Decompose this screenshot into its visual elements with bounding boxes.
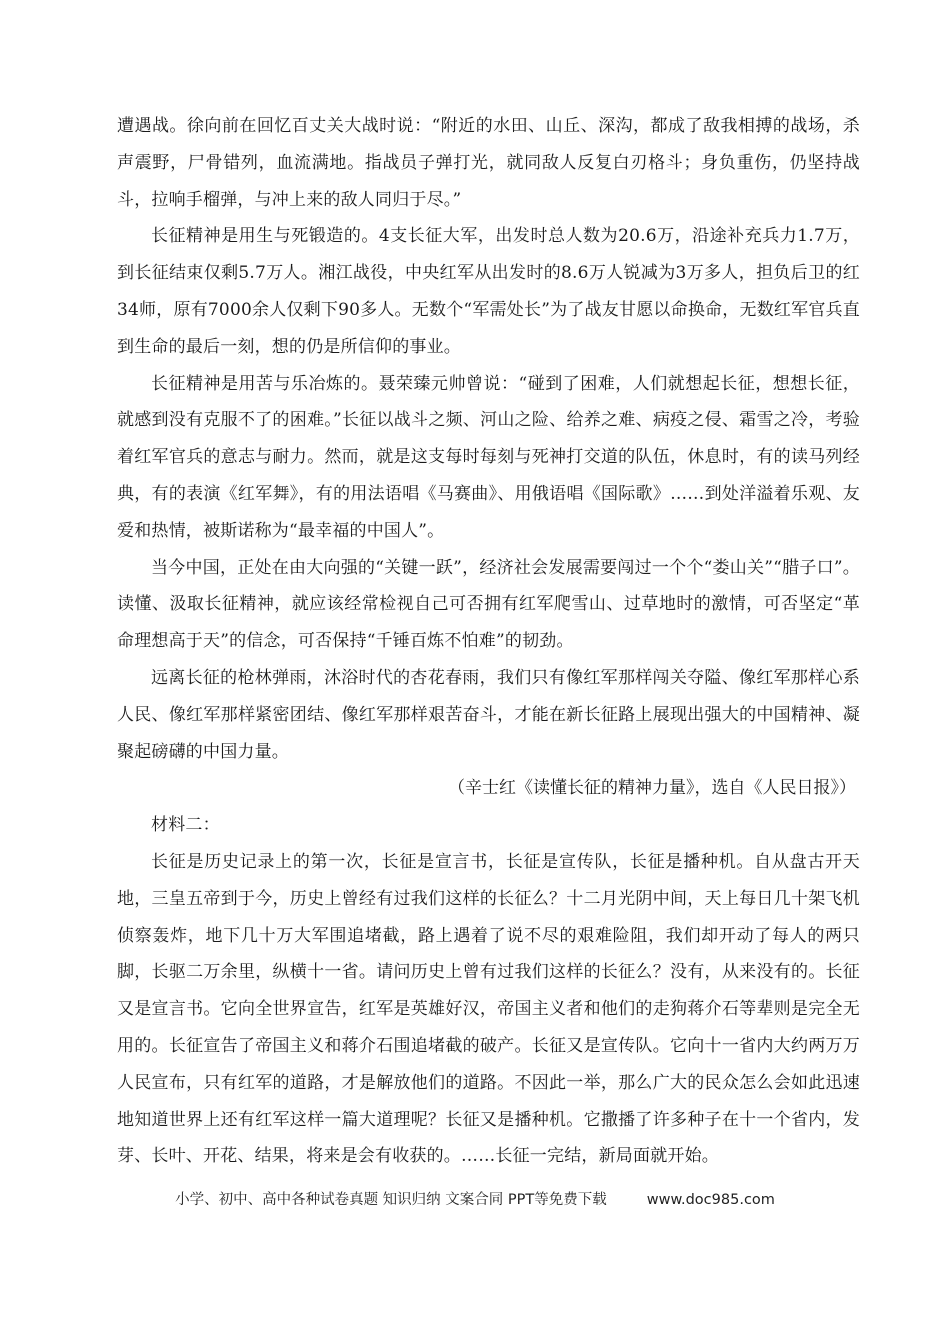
source-citation: （辛士红《读懂长征的精神力量》，选自《人民日报》） <box>448 778 856 799</box>
document-body <box>117 108 860 1175</box>
material2-heading: 材料二： <box>151 815 220 836</box>
material2-paragraph: 长征是历史记录上的第一次，长征是宣言书，长征是宣传队，长征是播种机。自从盘古开天地，三皇五帝到于今，历史上曾经有过我们这样的长征么？十二月光阴中间，天上每日几十架飞机侦察轰炸，地下几十万大军围追堵截，路上遇着了说不尽的艰难险阻，我们却开动了每人的两只脚，长驱二万余里，纵横十一省。请问历史上曾有过我们这样的长征么？没有，从来没有的。长征又是宣言书。它向全世界宣告，红军是英雄好汉，帝国主义者和他们的走狗蒋介石等辈则是完全无用的。长征宣告了帝国主义和蒋介石围追堵截的破产。长征又是宣传队。它向十一省内大约两万万人民宣布，只有红军的道路，才是解放他们的道路。不因此一举，那么广大的民众怎么会如此迅速地知道世界上还有红军这样一篇大道理呢？长征又是播种机。它撒播了许多种子在十一个省内，发芽、长叶、开花、结果，将来是会有收获的。……长征一完结，新局面就开始。 <box>117 851 860 1167</box>
paragraph-continuation: 遭遇战。徐向前在回忆百丈关大战时说：“附近的水田、山丘、深沟，都成了敌我相搏的战场，杀声震野，尸骨错列，血流满地。指战员子弹打光，就同敌人反复白刃格斗；身负重伤，仍坚持战斗，拉响手榴弹，与冲上来的敌人同归于尽。” <box>117 116 860 210</box>
footer-text: 小学、初中、高中各种试卷真题 知识归纳 文案合同 PPT等免费下载 <box>175 1192 607 1208</box>
paragraph-new-long-march: 远离长征的枪林弹雨，沐浴时代的杏花春雨，我们只有像红军那样闯关夺隘、像红军那样心系人民、像红军那样紧密团结、像红军那样艰苦奋斗，才能在新长征路上展现出强大的中国精神、凝聚起磅礴的中国力量。 <box>117 667 860 762</box>
paragraph-contemporary-china: 当今中国，正处在由大向强的“关键一跃”，经济社会发展需要闯过一个个“娄山关”“腊子口”。读懂、汲取长征精神，就应该经常检视自己可否拥有红军爬雪山、过草地时的激情，可否坚定“革命理想高于天”的信念，可否保持“千锤百炼不怕难”的韧劲。 <box>117 557 860 652</box>
page-footer <box>0 1188 950 1209</box>
paragraph-hardship-and-joy: 长征精神是用苦与乐冶炼的。聂荣臻元帅曾说：“碰到了困难，人们就想起长征，想想长征，就感到没有克服不了的困难。”长征以战斗之频、河山之险、给养之难、病疫之侵、霜雪之冷，考验着红军官兵的意志与耐力。然而，就是这支每时每刻与死神打交道的队伍，休息时，有的读马列经典，有的表演《红军舞》，有的用法语唱《马赛曲》、用俄语唱《国际歌》……到处洋溢着乐观、友爱和热情，被斯诺称为“最幸福的中国人”。 <box>117 373 860 541</box>
paragraph-life-and-death: 长征精神是用生与死锻造的。4支长征大军，出发时总人数为20.6万，沿途补充兵力1.7万，到长征结束仅剩5.7万人。湘江战役，中央红军从出发时的8.6万人锐减为3万多人，担负后卫的红34师，原有7000余人仅剩下90多人。无数个“军需处长”为了战友甘愿以命换命，无数红军官兵直到生命的最后一刻，想的仍是所信仰的事业。 <box>117 226 860 357</box>
footer-site-link[interactable]: www.doc985.com <box>646 1192 775 1208</box>
